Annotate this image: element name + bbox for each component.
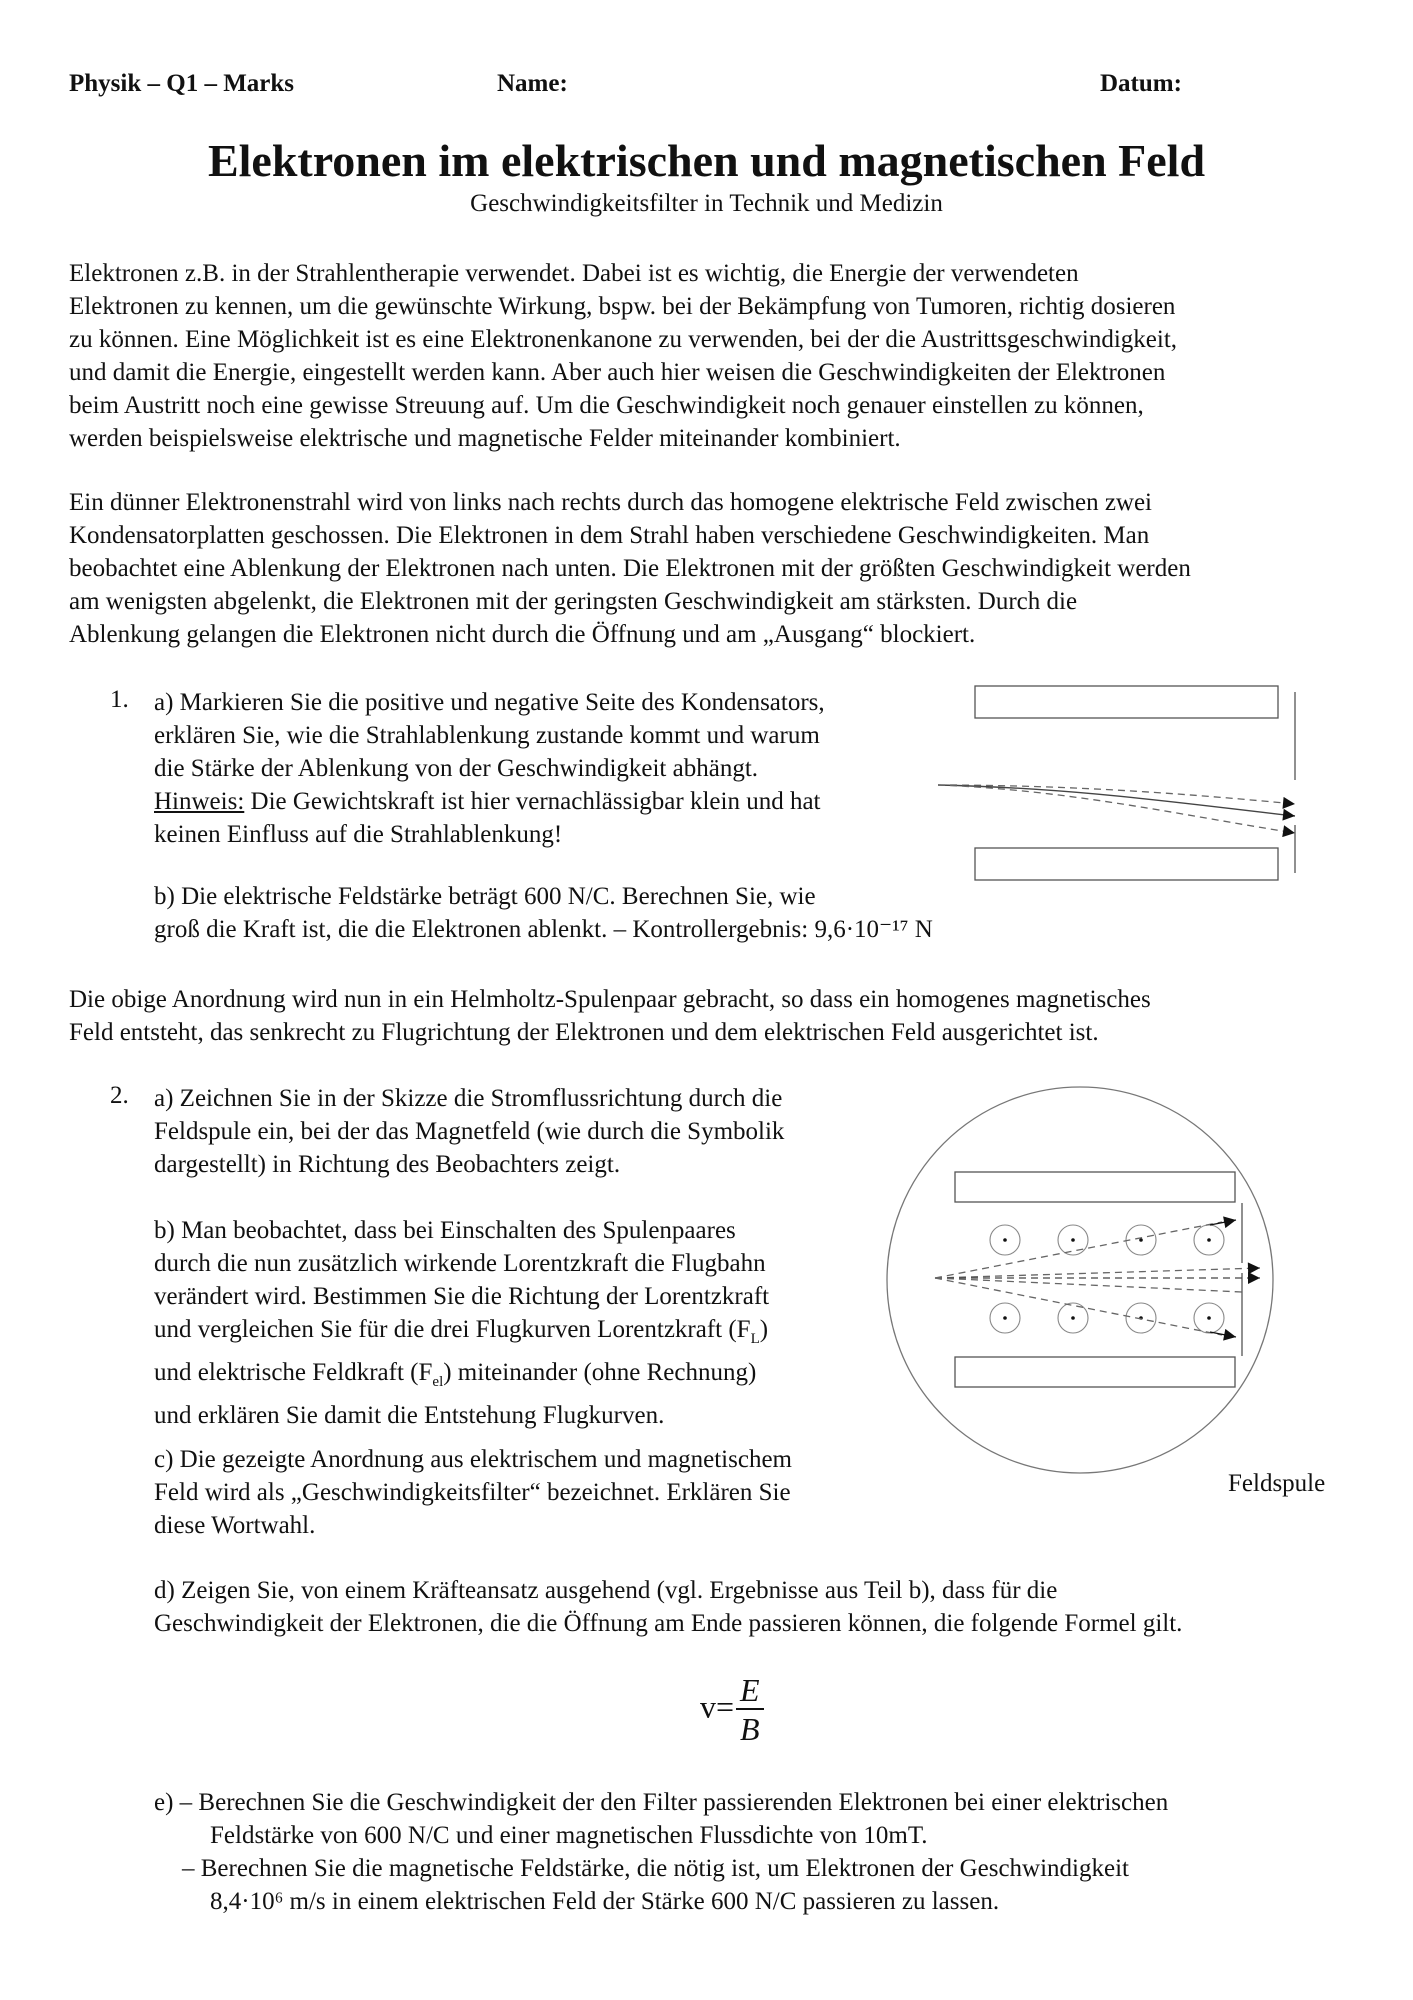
task2-b-line: durch die nun zusätzlich wirkende Lorentzkraft die Flugbahn	[154, 1250, 766, 1277]
intro1-line: werden beispielsweise elektrische und magnetische Felder miteinander kombiniert.	[69, 425, 901, 452]
task2-b-line: verändert wird. Bestimmen Sie die Richtung der Lorentzkraft	[154, 1283, 770, 1310]
coil-label: Feldspule	[1228, 1470, 1326, 1497]
task2-e-line: e) – Berechnen Sie die Geschwindigkeit der den Filter passierenden Elektronen bei einer elektrischen	[154, 1789, 1169, 1816]
transition-paragraph	[69, 983, 1369, 1049]
task-1-number: 1.	[110, 686, 129, 713]
field-dot	[1207, 1316, 1211, 1320]
task1-a-line: a) Markieren Sie die positive und negative Seite des Kondensators,	[154, 689, 825, 716]
transition-line: Feld entsteht, das senkrecht zu Flugrichtung der Elektronen und dem elektrischen Feld ausgerichtet ist.	[69, 1019, 1099, 1046]
beam-upper-arrow	[1210, 1220, 1236, 1225]
intro2-line: Kondensatorplatten geschossen. Die Elektronen in dem Strahl haben verschiedene Geschwindigkeiten. Man	[69, 522, 1150, 549]
task1-hint-line	[154, 785, 825, 818]
formula-denominator: B	[740, 1711, 760, 1747]
beam-upper-path	[935, 1222, 1222, 1278]
field-dot	[1071, 1316, 1075, 1320]
task2-e-line: 8,4·10⁶ m/s in einem elektrischen Feld der Stärke 600 N/C passieren zu lassen.	[210, 1888, 1000, 1915]
task2-e-line: Feldstärke von 600 N/C und einer magnetischen Flussdichte von 10mT.	[210, 1822, 928, 1849]
transition-line: Die obige Anordnung wird nun in ein Helmholtz-Spulenpaar gebracht, so dass ein homogenes magnetisches	[69, 986, 1151, 1013]
intro2-line: am wenigsten abgelenkt, die Elektronen mit der geringsten Geschwindigkeit am stärksten. Durch die	[69, 588, 1078, 615]
task-1-part-b	[154, 880, 933, 946]
date-label: Datum:	[1100, 70, 1182, 97]
beam-lower-arrow	[1210, 1332, 1236, 1337]
task1-a-line: erklären Sie, wie die Strahlablenkung zustande kommt und warum	[154, 722, 820, 749]
task2-c-line: diese Wortwahl.	[154, 1512, 316, 1539]
intro1-line: beim Austritt noch eine gewisse Streuung auf. Um die Geschwindigkeit noch genauer einstellen zu können,	[69, 392, 1144, 419]
task2-c-line: Feld wird als „Geschwindigkeitsfilter“ bezeichnet. Erklären Sie	[154, 1479, 791, 1506]
task-2-part-b	[154, 1214, 769, 1432]
intro1-line: und damit die Energie, eingestellt werden kann. Aber auch hier weisen die Geschwindigkeiten der Elektronen	[69, 359, 1166, 386]
task2-c-line: c) Die gezeigte Anordnung aus elektrischem und magnetischem	[154, 1446, 792, 1473]
beam-lower-path	[935, 1278, 1222, 1335]
task2-a-line: Feldspule ein, bei der das Magnetfeld (wie durch die Symbolik	[154, 1118, 785, 1145]
velocity-filter-diagram	[880, 1060, 1280, 1480]
field-dot	[1071, 1238, 1075, 1242]
intro-paragraph-1	[69, 257, 1369, 455]
field-coil-circle	[887, 1087, 1273, 1473]
capacitor-diagram	[930, 680, 1310, 890]
task2-a-line: a) Zeichnen Sie in der Skizze die Stromflussrichtung durch die	[154, 1085, 783, 1112]
task1-b-line: b) Die elektrische Feldstärke beträgt 600 N/C. Berechnen Sie, wie	[154, 883, 816, 910]
field-dot	[1139, 1238, 1143, 1242]
intro2-line: Ablenkung gelangen die Elektronen nicht durch die Öffnung und am „Ausgang“ blockiert.	[69, 621, 976, 648]
field-dot	[1003, 1238, 1007, 1242]
task2-b-line-electric: und elektrische Feldkraft $(F_{el})$ miteinander (ohne Rechnung)	[154, 1359, 757, 1390]
top-capacitor-plate	[975, 686, 1278, 718]
hint-label: Hinweis:	[154, 788, 245, 815]
task2-d-line: d) Zeigen Sie, von einem Kräfteansatz ausgehend (vgl. Ergebnisse aus Teil b), dass für die	[154, 1577, 1058, 1604]
intro1-line: zu können. Eine Möglichkeit ist es eine Elektronenkanone zu verwenden, bei der die Austrittsgeschwindigkeit,	[69, 326, 1178, 353]
velocity-formula	[700, 1672, 764, 1748]
beam-slow	[938, 785, 1295, 833]
formula-fraction	[736, 1672, 764, 1748]
task2-b-line: b) Man beobachtet, dass bei Einschalten des Spulenpaares	[154, 1217, 736, 1244]
task2-d-line: Geschwindigkeit der Elektronen, die die Öffnung am Ende passieren können, die folgende Formel gilt.	[154, 1610, 1183, 1637]
task2-b-line: und erklären Sie damit die Entstehung Flugkurven.	[154, 1402, 665, 1429]
beam-medium	[938, 785, 1295, 816]
task-2-part-c	[154, 1443, 792, 1542]
field-dot	[1003, 1316, 1007, 1320]
hint-text: Die Gewichtskraft ist hier vernachlässigbar klein und hat	[244, 788, 821, 815]
worksheet-title: Elektronen im elektrischen und magnetischen Feld	[207, 135, 1206, 186]
task-2-part-a	[154, 1082, 784, 1181]
intro2-line: beobachtet eine Ablenkung der Elektronen nach unten. Die Elektronen mit der größten Geschwindigkeit werden	[69, 555, 1191, 582]
field-dot	[1207, 1238, 1211, 1242]
task-2-number: 2.	[110, 1082, 129, 1109]
task1-hint-line-2: keinen Einfluss auf die Strahlablenkung!	[154, 821, 563, 848]
beam-slow-path	[935, 1278, 1242, 1292]
upper-filter-plate	[955, 1172, 1235, 1202]
electric-subscript: el	[432, 1374, 444, 1390]
task2-b-line-lorentz: und vergleichen Sie für die drei Flugkurven Lorentzkraft $(F_L)$	[154, 1316, 769, 1347]
task-1-part-a	[154, 686, 825, 851]
intro1-line: Elektronen z.B. in der Strahlentherapie verwendet. Dabei ist es wichtig, die Energie der verwendeten	[69, 260, 1079, 287]
task2-a-line: dargestellt) in Richtung des Beobachters zeigt.	[154, 1151, 621, 1178]
name-label: Name:	[497, 70, 568, 97]
intro1-line: Elektronen zu kennen, um die gewünschte Wirkung, bspw. bei der Bekämpfung von Tumoren, richtig dosieren	[69, 293, 1176, 320]
intro-paragraph-2	[69, 486, 1369, 651]
intro2-line: Ein dünner Elektronenstrahl wird von links nach rechts durch das homogene elektrische Feld zwischen zwei	[69, 489, 1153, 516]
task-2-part-d	[154, 1574, 1182, 1640]
bottom-capacitor-plate	[975, 848, 1278, 880]
worksheet-subtitle: Geschwindigkeitsfilter in Technik und Medizin	[470, 190, 943, 217]
formula-lhs: v=	[700, 1688, 735, 1725]
field-symbols-row-1	[990, 1225, 1224, 1255]
task1-a-line: die Stärke der Ablenkung von der Geschwindigkeit abhängt.	[154, 755, 759, 782]
task1-b-line: groß die Kraft ist, die die Elektronen ablenkt. – Kontrollergebnis: 9,6·10⁻¹⁷ N	[154, 916, 933, 943]
lower-filter-plate	[955, 1357, 1235, 1387]
course-label: Physik – Q1 – Marks	[69, 70, 295, 97]
formula-numerator: E	[736, 1672, 764, 1710]
lorentz-subscript: L	[750, 1331, 760, 1347]
task2-e-line: – Berechnen Sie die magnetische Feldstärke, die nötig ist, um Elektronen der Geschwindigkeit	[182, 1855, 1129, 1882]
beam-fast-path	[935, 1268, 1260, 1278]
task-2-part-e	[154, 1786, 1168, 1918]
